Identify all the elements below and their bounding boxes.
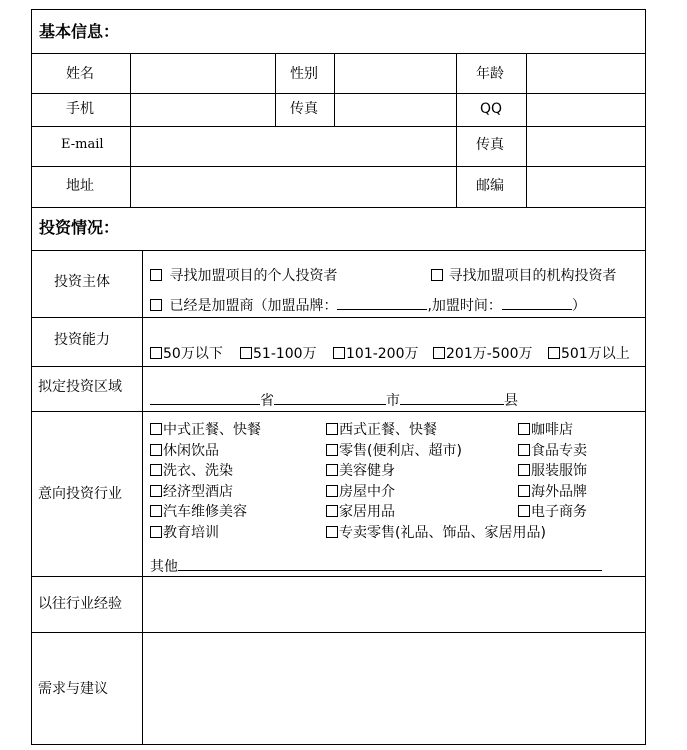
suggestions-label: 需求与建议 <box>38 681 108 697</box>
divider <box>32 207 645 208</box>
checkbox-box[interactable] <box>433 347 445 359</box>
address-field[interactable] <box>131 167 456 207</box>
checkbox-box[interactable] <box>518 485 530 497</box>
checkbox-label: 家居用品 <box>339 504 395 520</box>
investment-region-label: 拟定投资区域 <box>38 379 122 395</box>
time-blank[interactable] <box>502 296 572 310</box>
checkbox-industry[interactable] <box>150 484 233 500</box>
checkbox-box[interactable] <box>518 444 530 456</box>
region-fields <box>150 391 518 409</box>
postcode-field[interactable] <box>527 167 645 207</box>
checkbox-industry[interactable] <box>326 484 395 500</box>
checkbox-box[interactable] <box>150 505 162 517</box>
checkbox-label: 洗衣、洗染 <box>163 463 233 479</box>
checkbox-label: 汽车维修美容 <box>163 504 247 520</box>
checkbox-box[interactable] <box>150 347 162 359</box>
province-label: 省 <box>260 393 274 409</box>
checkbox-box[interactable] <box>150 444 162 456</box>
fax-label: 传真 <box>290 101 318 117</box>
checkbox-box[interactable] <box>150 423 162 435</box>
checkbox-industry[interactable] <box>150 463 233 479</box>
checkbox-industry[interactable] <box>150 525 219 541</box>
franchise-application-form <box>31 9 646 745</box>
checkbox-box[interactable] <box>326 423 338 435</box>
email-field[interactable] <box>131 127 456 166</box>
checkbox-label: 经济型酒店 <box>163 483 233 500</box>
checkbox-box[interactable] <box>326 485 338 497</box>
divider <box>32 250 645 251</box>
address-label: 地址 <box>66 178 94 194</box>
experience-label: 以往行业经验 <box>38 596 122 612</box>
brand-blank[interactable] <box>337 296 427 310</box>
suggestions-field[interactable] <box>143 633 645 744</box>
checkbox-label: 海外品牌 <box>531 483 587 500</box>
checkbox-industry[interactable] <box>518 504 587 520</box>
city-blank[interactable] <box>274 391 386 405</box>
divider <box>275 53 276 126</box>
checkbox-industry[interactable] <box>150 504 247 520</box>
checkbox-box[interactable] <box>431 269 443 281</box>
checkbox-box[interactable] <box>326 464 338 476</box>
mobile-field[interactable] <box>131 94 275 126</box>
checkbox-industry[interactable] <box>518 463 587 479</box>
checkbox-capacity-3[interactable] <box>333 346 419 362</box>
checkbox-label: 电子商务 <box>531 504 587 520</box>
other-label: 其他 <box>150 559 178 575</box>
checkbox-box[interactable] <box>150 464 162 476</box>
checkbox-label: 服装服饰 <box>531 463 587 479</box>
checkbox-label: 101-200万 <box>346 346 419 362</box>
checkbox-capacity-2[interactable] <box>240 346 317 362</box>
close-paren: ） <box>571 298 586 314</box>
checkbox-label: 教育培训 <box>163 524 219 541</box>
checkbox-box[interactable] <box>518 505 530 517</box>
divider <box>32 317 645 318</box>
checkbox-industry[interactable] <box>326 525 546 541</box>
checkbox-box[interactable] <box>150 269 162 281</box>
checkbox-label: 501万以上 <box>561 346 630 362</box>
checkbox-personal-investor[interactable] <box>150 268 337 284</box>
fax-field[interactable] <box>335 94 456 126</box>
divider <box>456 53 457 207</box>
checkbox-industry[interactable] <box>518 422 573 438</box>
checkbox-label: 51-100万 <box>253 346 317 362</box>
province-blank[interactable] <box>150 391 260 405</box>
age-label: 年龄 <box>476 66 504 82</box>
qq-field[interactable] <box>527 94 645 126</box>
checkbox-label: 中式正餐、快餐 <box>163 422 261 438</box>
name-label: 姓名 <box>66 66 94 82</box>
checkbox-box[interactable] <box>518 423 530 435</box>
county-blank[interactable] <box>400 391 504 405</box>
gender-label: 性别 <box>290 66 318 82</box>
divider <box>32 366 645 367</box>
checkbox-label: 休闲饮品 <box>163 442 219 459</box>
divider <box>32 411 645 412</box>
checkbox-box[interactable] <box>326 444 338 456</box>
checkbox-industry[interactable] <box>326 463 395 479</box>
checkbox-industry[interactable] <box>518 443 587 459</box>
checkbox-industry[interactable] <box>150 443 219 459</box>
checkbox-box[interactable] <box>150 299 162 311</box>
email-label: E-mail <box>61 137 104 152</box>
section-title-basic: 基本信息： <box>39 22 120 41</box>
investment-subject-label: 投资主体 <box>54 274 110 290</box>
name-field[interactable] <box>131 54 275 93</box>
checkbox-industry[interactable] <box>326 504 395 520</box>
checkbox-label: 寻找加盟项目的个人投资者 <box>169 268 338 284</box>
checkbox-org-investor[interactable] <box>431 268 616 284</box>
checkbox-label: 咖啡店 <box>531 422 573 438</box>
checkbox-capacity-4[interactable] <box>433 346 533 362</box>
checkbox-box[interactable] <box>548 347 560 359</box>
industry-label: 意向投资行业 <box>38 486 122 502</box>
qq-label: QQ <box>480 101 503 117</box>
checkbox-box[interactable] <box>518 464 530 476</box>
city-label: 市 <box>386 393 400 409</box>
mobile-label: 手机 <box>66 101 94 117</box>
checkbox-industry[interactable] <box>326 422 437 438</box>
section-title-investment: 投资情况： <box>39 218 120 237</box>
county-label: 县 <box>504 393 518 409</box>
checkbox-industry[interactable] <box>326 443 462 459</box>
other-blank[interactable] <box>178 557 602 571</box>
checkbox-box[interactable] <box>326 505 338 517</box>
industry-other <box>150 557 602 575</box>
checkbox-box[interactable] <box>240 347 252 359</box>
checkbox-box[interactable] <box>150 526 162 538</box>
age-field[interactable] <box>527 54 645 93</box>
checkbox-label: 201万-500万 <box>446 346 533 362</box>
checkbox-box[interactable] <box>333 347 345 359</box>
experience-field[interactable] <box>143 577 645 632</box>
checkbox-label: 专卖零售(礼品、饰品、家居用品) <box>339 524 546 541</box>
checkbox-label: 零售(便利店、超市) <box>339 442 462 459</box>
checkbox-label: 寻找加盟项目的机构投资者 <box>448 268 617 284</box>
fax2-label: 传真 <box>476 137 504 153</box>
investment-capacity-label: 投资能力 <box>54 332 110 348</box>
checkbox-label: 已经是加盟商（加盟品牌： <box>169 298 338 314</box>
checkbox-box[interactable] <box>150 485 162 497</box>
checkbox-capacity-5[interactable] <box>548 346 630 362</box>
postcode-label: 邮编 <box>476 178 504 194</box>
checkbox-capacity-1[interactable] <box>150 346 223 362</box>
time-label: ,加盟时间： <box>427 298 502 314</box>
fax2-field[interactable] <box>527 127 645 166</box>
checkbox-label: 食品专卖 <box>531 442 587 459</box>
gender-field[interactable] <box>335 54 456 93</box>
checkbox-existing-franchisee[interactable] <box>150 296 586 314</box>
checkbox-box[interactable] <box>326 526 338 538</box>
checkbox-label: 西式正餐、快餐 <box>339 422 437 438</box>
checkbox-label: 房屋中介 <box>339 483 395 500</box>
checkbox-industry[interactable] <box>150 422 261 438</box>
checkbox-industry[interactable] <box>518 484 587 500</box>
checkbox-label: 50万以下 <box>163 346 223 362</box>
checkbox-label: 美容健身 <box>339 463 395 479</box>
